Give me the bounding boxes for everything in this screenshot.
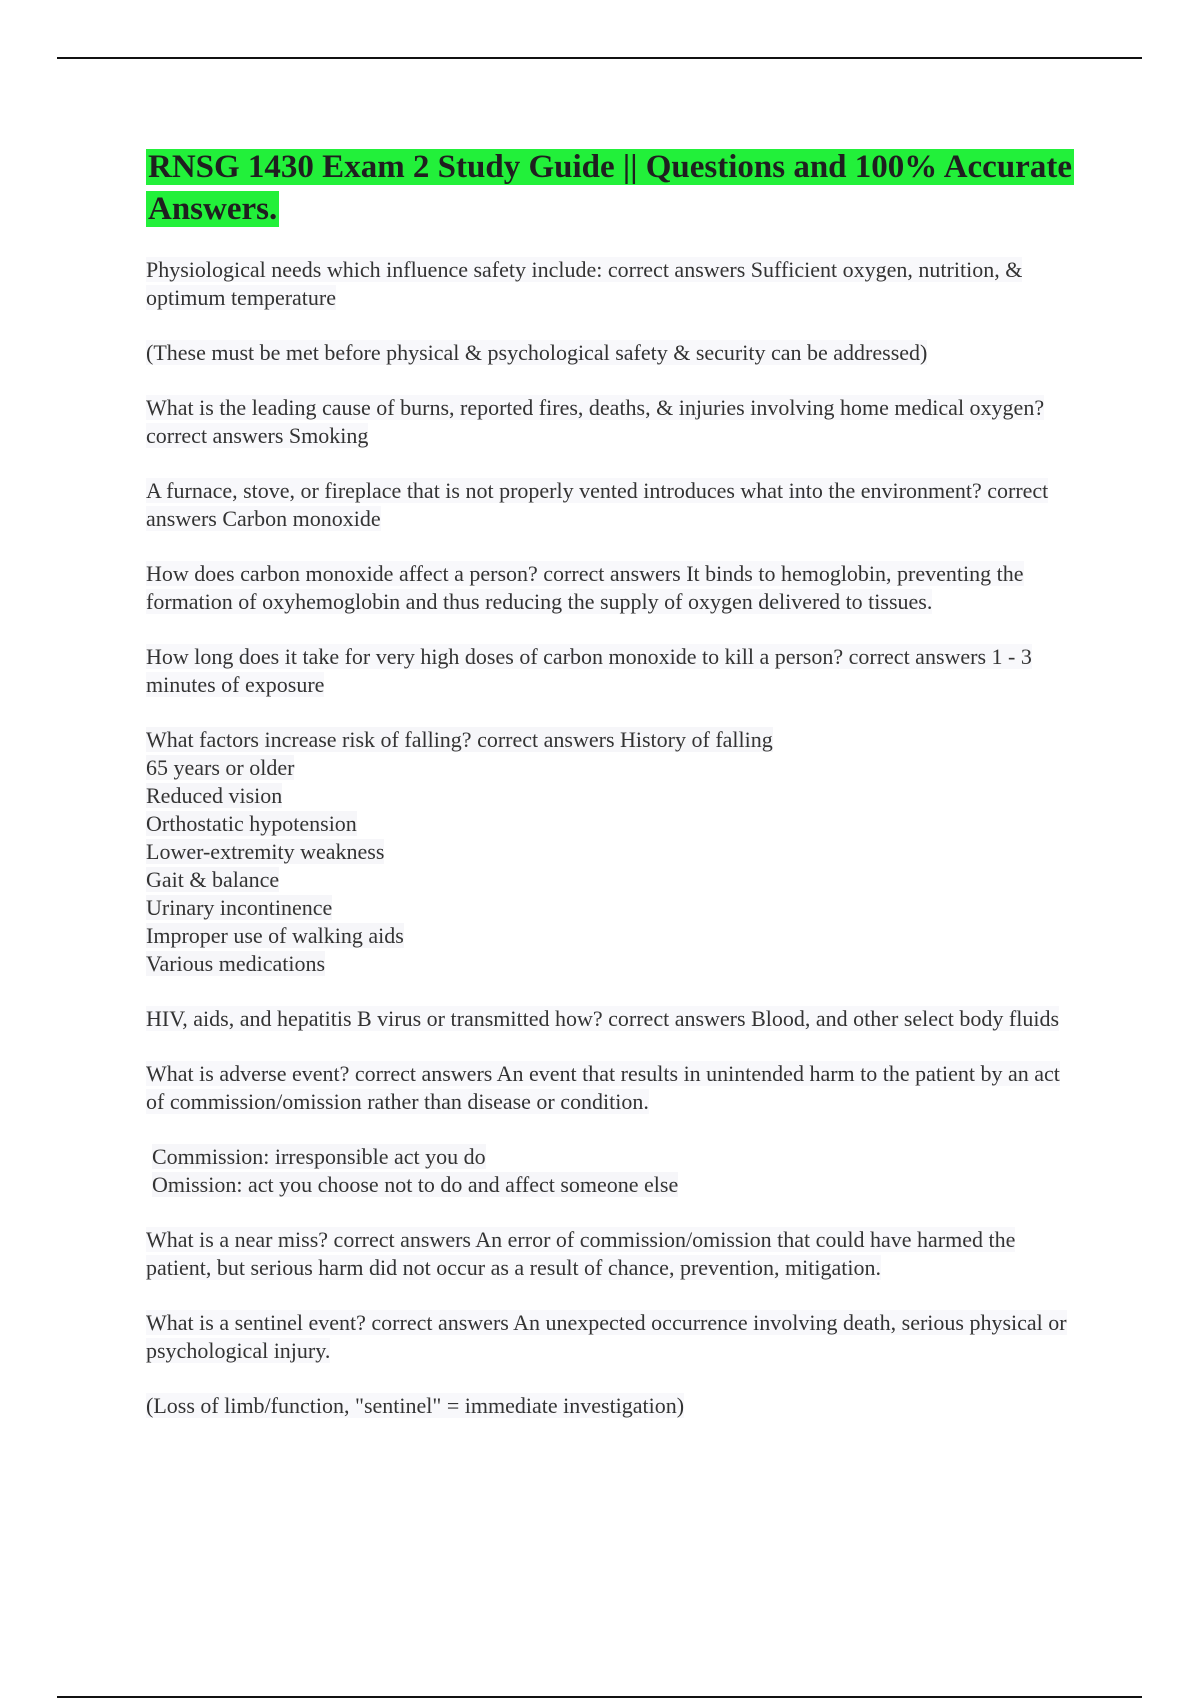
paragraph-physiological-needs: Physiological needs which influence safety include: correct answers Sufficient oxygen, nutrition, & optimum temperature <box>146 257 1023 310</box>
list-item: Reduced vision <box>146 783 283 808</box>
paragraph-home-oxygen: What is the leading cause of burns, reported fires, deaths, & injuries involving home medical oxygen? correct answers Smoking <box>146 395 1045 448</box>
paragraph-near-miss: What is a near miss? correct answers An error of commission/omission that could have harmed the patient, but serious harm did not occur as a result of chance, prevention, mitigation. <box>146 1227 1016 1280</box>
paragraph-furnace-venting: A furnace, stove, or fireplace that is not properly vented introduces what into the environment? correct answers Carbon monoxide <box>146 478 1049 531</box>
list-falling-factors <box>146 726 1076 978</box>
list-item: Urinary incontinence <box>146 895 333 920</box>
list-item: What factors increase risk of falling? correct answers History of falling <box>146 727 773 752</box>
paragraph-adverse-event: What is adverse event? correct answers An event that results in unintended harm to the patient by an act of commission/omission rather than disease or condition. <box>146 1061 1060 1114</box>
bottom-rule <box>57 1696 1142 1698</box>
list-item: Gait & balance <box>146 867 280 892</box>
document-body <box>146 146 1076 1447</box>
list-item: Lower-extremity weakness <box>146 839 385 864</box>
list-item: Improper use of walking aids <box>146 923 404 948</box>
definition-commission: Commission: irresponsible act you do <box>152 1144 486 1169</box>
list-item: Various medications <box>146 951 326 976</box>
definition-omission: Omission: act you choose not to do and affect someone else <box>152 1172 679 1197</box>
document-title: RNSG 1430 Exam 2 Study Guide || Questions and 100% Accurate Answers. <box>148 149 1072 227</box>
paragraph-bloodborne-transmission: HIV, aids, and hepatitis B virus or transmitted how? correct answers Blood, and other select body fluids <box>146 1006 1060 1031</box>
list-item: Orthostatic hypotension <box>146 811 357 836</box>
paragraph-sentinel-event: What is a sentinel event? correct answers An unexpected occurrence involving death, serious physical or psychological injury. <box>146 1310 1067 1363</box>
list-definitions <box>146 1143 1076 1199</box>
top-rule <box>57 57 1142 59</box>
paragraph-carbon-monoxide-effect: How does carbon monoxide affect a person? correct answers It binds to hemoglobin, preventing the formation of oxyhemoglobin and thus reducing the supply of oxygen delivered to tissues. <box>146 561 1024 614</box>
paragraph-sentinel-note: (Loss of limb/function, "sentinel" = immediate investigation) <box>146 1393 685 1418</box>
paragraph-carbon-monoxide-dose: How long does it take for very high doses of carbon monoxide to kill a person? correct answers 1 - 3 minutes of exposure <box>146 644 1032 697</box>
paragraph-prerequisite-note: (These must be met before physical & psychological safety & security can be addressed) <box>146 340 928 365</box>
list-item: 65 years or older <box>146 755 295 780</box>
